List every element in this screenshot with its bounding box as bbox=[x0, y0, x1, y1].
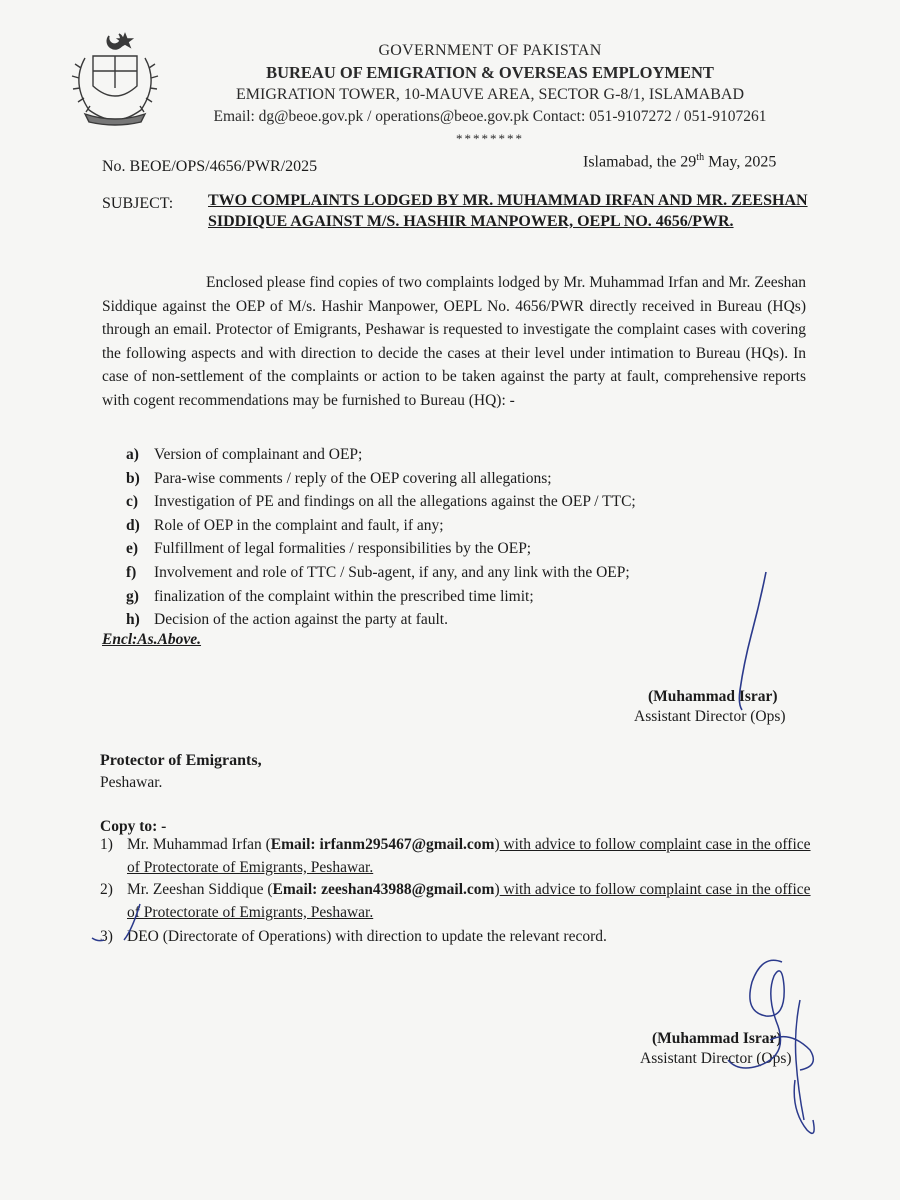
signatory-title: Assistant Director (Ops) bbox=[640, 1050, 792, 1067]
signatory-name: (Muhammad Israr) bbox=[648, 688, 778, 705]
list-item: g) finalization of the complaint within the prescribed time limit; bbox=[126, 587, 534, 605]
signatory-name: (Muhammad Israr) bbox=[652, 1030, 782, 1047]
body-paragraph: Enclosed please find copies of two complaints lodged by Mr. Muhammad Irfan and Mr. Zeeshan Siddique against the OEP of M/s. Hashir Manpower, OEPL No. 4656/PWR directly received in Bureau (HQs) through an email. Protector of Emigrants, Peshawar is requested to investigate the complaint cases with covering the following aspects and with direction to decide the cases at their level under intimation to Bureau (HQs). In case of non-settlement of the complaints or action to be taken against the party at fault, comprehensive reports with cogent recommendations may be furnished to Bureau (HQ): - bbox=[102, 274, 806, 409]
header-divider: ******** bbox=[456, 131, 524, 146]
aspects-list bbox=[126, 443, 766, 632]
list-item: c) Investigation of PE and findings on all the allegations against the OEP / TTC; bbox=[126, 493, 636, 511]
subject-label: SUBJECT: bbox=[102, 195, 174, 212]
copy-to-heading: Copy to: - bbox=[100, 818, 167, 835]
list-item: e) Fulfillment of legal formalities / responsibilities by the OEP; bbox=[126, 540, 532, 558]
signatory-title: Assistant Director (Ops) bbox=[634, 708, 786, 725]
email-address: irfanm295467@gmail.com bbox=[319, 836, 495, 853]
enclosure-note: Encl:As.Above. bbox=[102, 631, 202, 648]
email-address: zeeshan43988@gmail.com bbox=[321, 881, 495, 898]
pakistan-state-emblem-icon bbox=[55, 28, 175, 128]
addressee-title: Protector of Emigrants, bbox=[100, 752, 262, 769]
list-item: h) Decision of the action against the party at fault. bbox=[126, 611, 448, 629]
addressee-city: Peshawar. bbox=[100, 774, 163, 791]
letter-page: GOVERNMENT OF PAKISTAN BUREAU OF EMIGRATION & OVERSEAS EMPLOYMENT EMIGRATION TOWER, 10-MAUVE AREA, SECTOR G-8/1, ISLAMABAD Email: dg@beoe.gov.pk / operations@beoe.gov.pk Contact: 051-9107272 / 051-9107261 ******** No. BEOE/OPS/4656/PWR/2025 Islamabad, the 29th May, 2025 SUBJECT: TWO COMPLAINTS LODGED BY MR. MUHAMMAD IRFAN AND MR. ZEESHAN SIDDIQUE AGAINST M/S. HASHIR MANPOWER, OEPL NO. 4656/PWR. Enclosed please find copies of two complaints lodged by Mr. Muhammad Irfan and Mr. Zeeshan Siddique against the OEP of M/s. Hashir Manpower, OEPL No. 4656/PWR directly received in Bureau (HQs) through an email. Protector of Emigrants, Peshawar is requested to investigate the complaint cases with covering the following aspects and with direction to decide the cases at their level under intimation to Bureau (HQs). In case of non-settlement of the complaints or action to be taken against the party at fault, comprehensive reports with cogent recommendations may be furnished to Bureau (HQ): - a) Version of complainant and OEP; b) Para-wise comments / reply of the OEP covering all allegations; c) Investigation of PE and findings on all the allegations against the OEP / TTC; d) Role of OEP in the complaint and fault, if any; e) Fulfillment of legal formalities / responsibilities by the OEP; f) Involvement and role of TTC / Sub-agent, if any, and any link with the OEP; g) finalization of the complaint within the prescribed time limit; h) Decision of the action against the party at fault. Encl:As.Above. (Muhammad Israr) Assistant Director (Ops) Protector of Emigrants, Peshawar. Copy to: - 1) Mr. Muhammad Irfan (Email: irfanm295467@gmail.com) with advice to follow complaint case in the office of Protectorate of Emigrants, Peshawar. 2) Mr. Zeeshan Siddique (Email: zeeshan43988@gmail.com) with advice to follow complaint case in the office of Protectorate of Emigrants, Peshawar. 3) DEO (Directorate of Operations) with direction to update the relevant record. (Muhammad Israr) Assistant Director (Ops) bbox=[0, 0, 900, 1200]
list-item: f) Involvement and role of TTC / Sub-agent, if any, and any link with the OEP; bbox=[126, 563, 630, 581]
header-government: GOVERNMENT OF PAKISTAN bbox=[378, 42, 602, 59]
header-contact: Email: dg@beoe.gov.pk / operations@beoe.gov.pk Contact: 051-9107272 / 051-9107261 bbox=[213, 108, 767, 125]
reference-number: No. BEOE/OPS/4656/PWR/2025 bbox=[102, 158, 318, 175]
list-item: a) Version of complainant and OEP; bbox=[126, 446, 363, 463]
subject-text: TWO COMPLAINTS LODGED BY MR. MUHAMMAD IRFAN AND MR. ZEESHAN SIDDIQUE AGAINST M/S. HASHIR MANPOWER, OEPL NO. 4656/PWR. bbox=[208, 192, 808, 230]
header-address: EMIGRATION TOWER, 10-MAUVE AREA, SECTOR G-8/1, ISLAMABAD bbox=[235, 86, 744, 103]
list-item: b) Para-wise comments / reply of the OEP covering all allegations; bbox=[126, 469, 552, 487]
letter-date: Islamabad, the 29th May, 2025 bbox=[583, 152, 777, 171]
list-item: d) Role of OEP in the complaint and fault, if any; bbox=[126, 516, 444, 534]
header-bureau-name: BUREAU OF EMIGRATION & OVERSEAS EMPLOYMENT bbox=[266, 63, 714, 82]
